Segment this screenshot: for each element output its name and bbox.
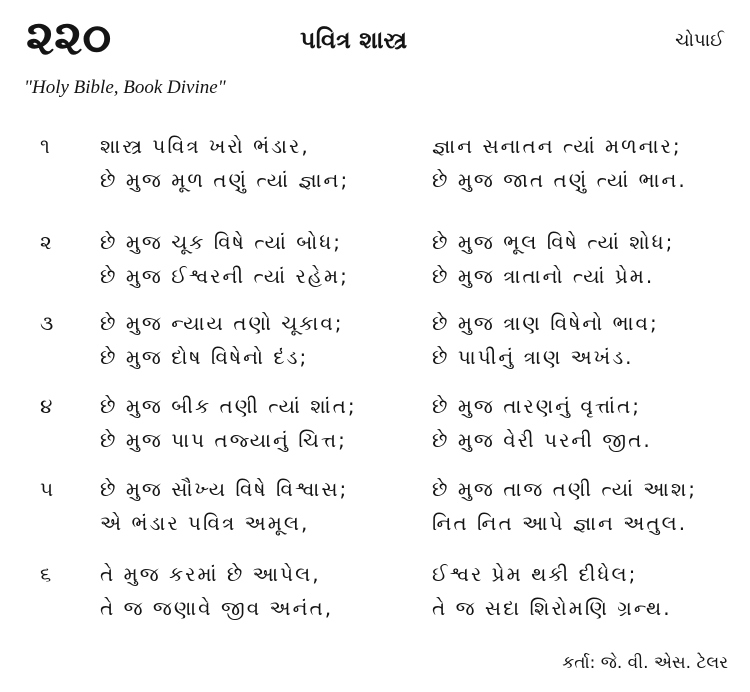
verse-half-b: તે જ સદા શિરોમણિ ગ્રન્થ. [432, 596, 672, 620]
verse-half-a: શાસ્ત્ર પવિત્ર ખરો ભંડાર, [100, 134, 310, 158]
stanza-number: ૩ [40, 311, 54, 335]
stanza-number: ૨ [40, 230, 52, 254]
verse-half-a: છે મુજ ન્યાય તણો ચૂકાવ; [100, 311, 344, 335]
verse-half-a: છે મુજ પાપ તજ્યાનું ચિત્ત; [100, 428, 347, 452]
verse-half-a: એ ભંડાર પવિત્ર અમૂલ, [100, 511, 310, 535]
stanza-number: ૪ [40, 394, 53, 418]
verse-half-b: છે મુજ ભૂલ વિષે ત્યાં શોધ; [432, 230, 675, 254]
verse-half-b: છે પાપીનું ત્રાણ અખંડ. [432, 345, 634, 369]
verse-half-a: તે જ જણાવે જીવ અનંત, [100, 596, 334, 620]
english-subtitle: "Holy Bible, Book Divine" [24, 77, 226, 98]
meter-label: ચોપાઈ [675, 30, 724, 51]
hymn-number: ૨૨૦ [26, 10, 112, 66]
verse-half-a: છે મુજ દોષ વિષેનો દંડ; [100, 345, 309, 369]
stanza-number: ૬ [40, 562, 52, 586]
verse-half-b: છે મુજ વેરી પરની જીત. [432, 428, 652, 452]
verse-half-b: છે મુજ જાત તણું ત્યાં ભાન. [432, 168, 687, 192]
verse-half-a: છે મુજ ઈશ્વરની ત્યાં રહેમ; [100, 264, 349, 288]
stanza-number: ૫ [40, 477, 54, 501]
hymn-title: પવિત્ર શાસ્ત્ર [300, 26, 408, 54]
verse-half-b: છે મુજ તાજ તણી ત્યાં આશ; [432, 477, 698, 501]
verse-half-b: જ્ઞાન સનાતન ત્યાં મળનાર; [432, 134, 682, 158]
verse-half-a: છે મુજ મૂળ તણું ત્યાં જ્ઞાન; [100, 168, 350, 192]
verse-half-b: ઈશ્વર પ્રેમ થકી દીધેલ; [432, 562, 638, 586]
verse-half-b: છે મુજ ત્રાતાનો ત્યાં પ્રેમ. [432, 264, 655, 288]
verse-half-b: છે મુજ તારણનું વૃત્તાંત; [432, 394, 642, 418]
verse-half-a: છે મુજ બીક તણી ત્યાં શાંત; [100, 394, 357, 418]
verse-half-b: નિત નિત આપે જ્ઞાન અતુલ. [432, 511, 688, 535]
author-credit: કર્તા: જે. વી. એસ. ટેલર [562, 653, 728, 673]
verse-half-a: છે મુજ સૌખ્ય વિષે વિશ્વાસ; [100, 477, 349, 501]
verse-half-a: તે મુજ કરમાં છે આપેલ, [100, 562, 321, 586]
verse-half-b: છે મુજ ત્રાણ વિષેનો ભાવ; [432, 311, 659, 335]
stanza-number: ૧ [40, 134, 50, 158]
verse-half-a: છે મુજ ચૂક વિષે ત્યાં બોધ; [100, 230, 343, 254]
